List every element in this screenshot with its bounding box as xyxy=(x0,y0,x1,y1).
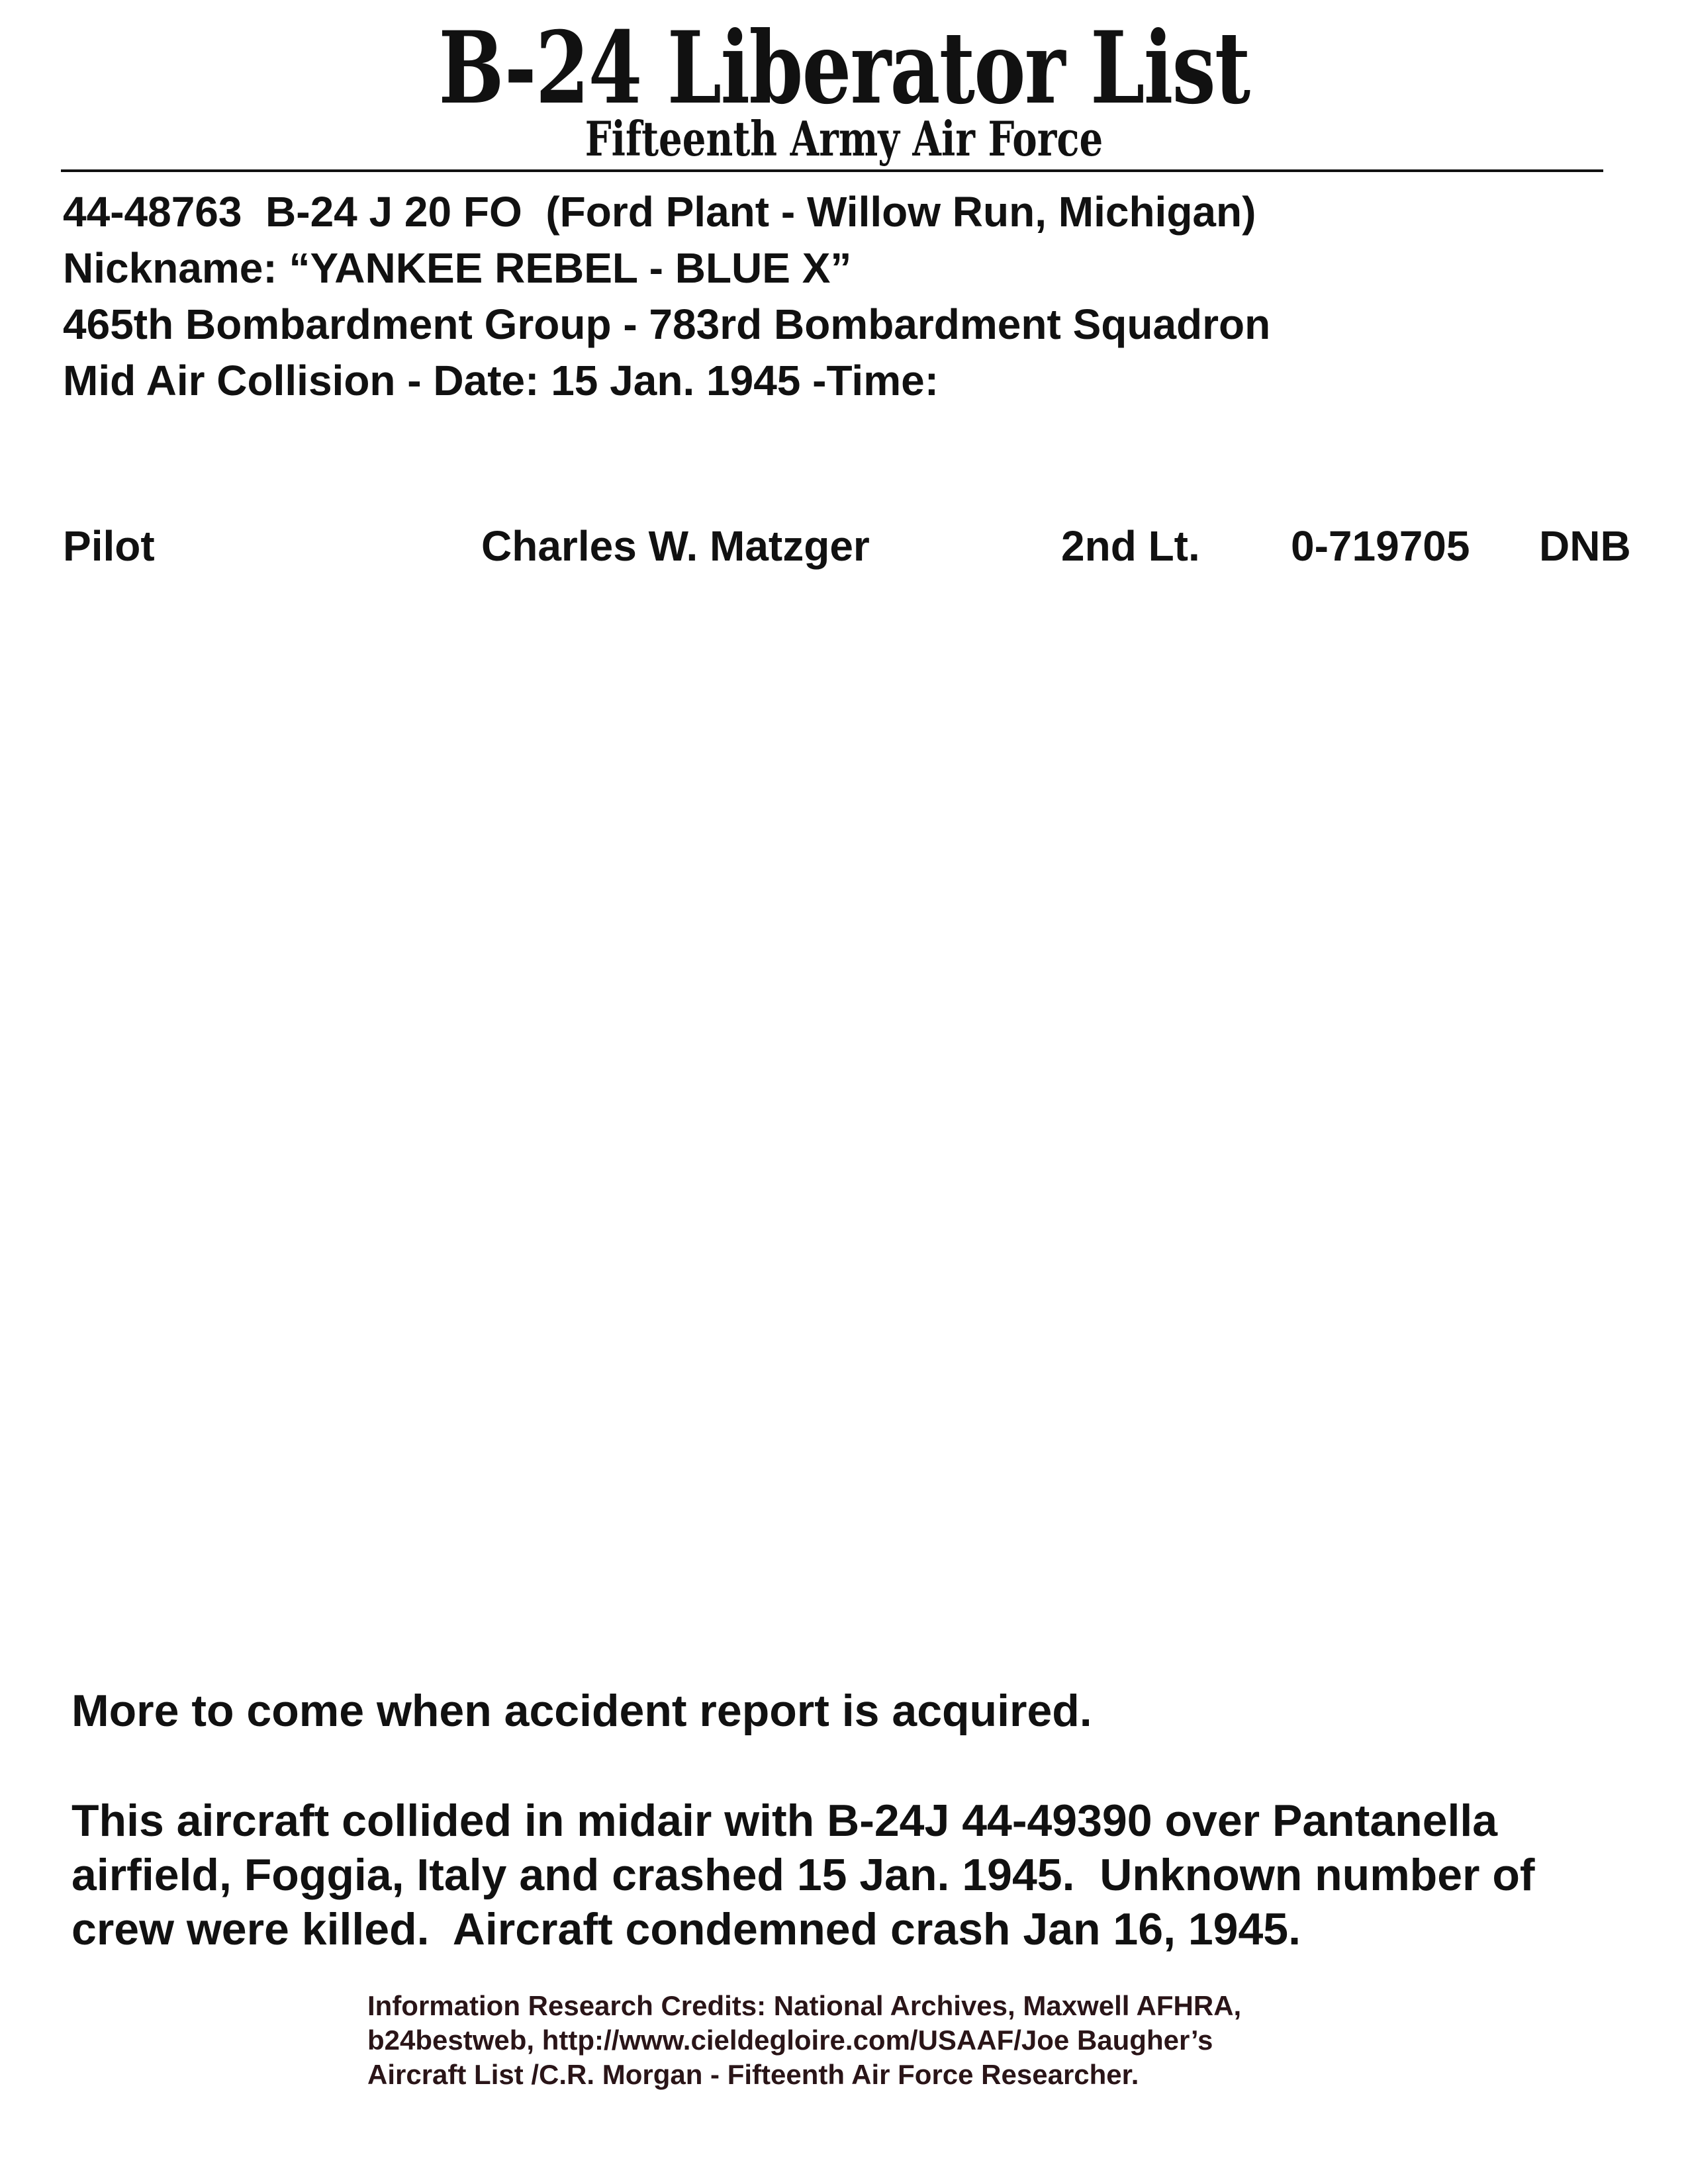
page-title: B-24 Liberator List xyxy=(438,10,1250,126)
narrative-line: crew were killed. Aircraft condemned crash Jan 16, 1945. xyxy=(71,1904,1301,1954)
crew-position: Pilot xyxy=(63,522,155,570)
narrative-line: This aircraft collided in midair with B-24J 44-49390 over Pantanella xyxy=(71,1796,1498,1846)
narrative-line: airfield, Foggia, Italy and crashed 15 Jan. 1945. Unknown number of xyxy=(71,1850,1535,1900)
crew-name: Charles W. Matzger xyxy=(481,522,870,570)
page-subtitle: Fifteenth Army Air Force xyxy=(585,111,1103,167)
crew-status: DNB xyxy=(1539,522,1631,570)
credits-line: Aircraft List /C.R. Morgan - Fifteenth Air Force Researcher. xyxy=(367,2059,1139,2090)
aircraft-info xyxy=(63,184,1638,409)
aircraft-unit-line: 465th Bombardment Group - 783rd Bombardment Squadron xyxy=(63,300,1271,348)
aircraft-nickname-line: Nickname: “YANKEE REBEL - BLUE X” xyxy=(63,244,852,292)
credits-line: Information Research Credits: National Archives, Maxwell AFHRA, xyxy=(367,1990,1242,2021)
research-credits xyxy=(367,1989,1493,2092)
aircraft-serial-line: 44-48763 B-24 J 20 FO (Ford Plant - Willow Run, Michigan) xyxy=(63,188,1256,236)
crew-service-number: 0-719705 xyxy=(1291,522,1470,570)
incident-narrative xyxy=(71,1794,1627,1956)
crew-rank: 2nd Lt. xyxy=(1061,522,1200,570)
aircraft-incident-line: Mid Air Collision - Date: 15 Jan. 1945 -Time: xyxy=(63,357,939,404)
credits-line: b24bestweb, http://www.cieldegloire.com/USAAF/Joe Baugher’s xyxy=(367,2025,1213,2056)
title-divider xyxy=(61,169,1603,172)
pending-report-note: More to come when accident report is acquired. xyxy=(71,1686,1092,1736)
